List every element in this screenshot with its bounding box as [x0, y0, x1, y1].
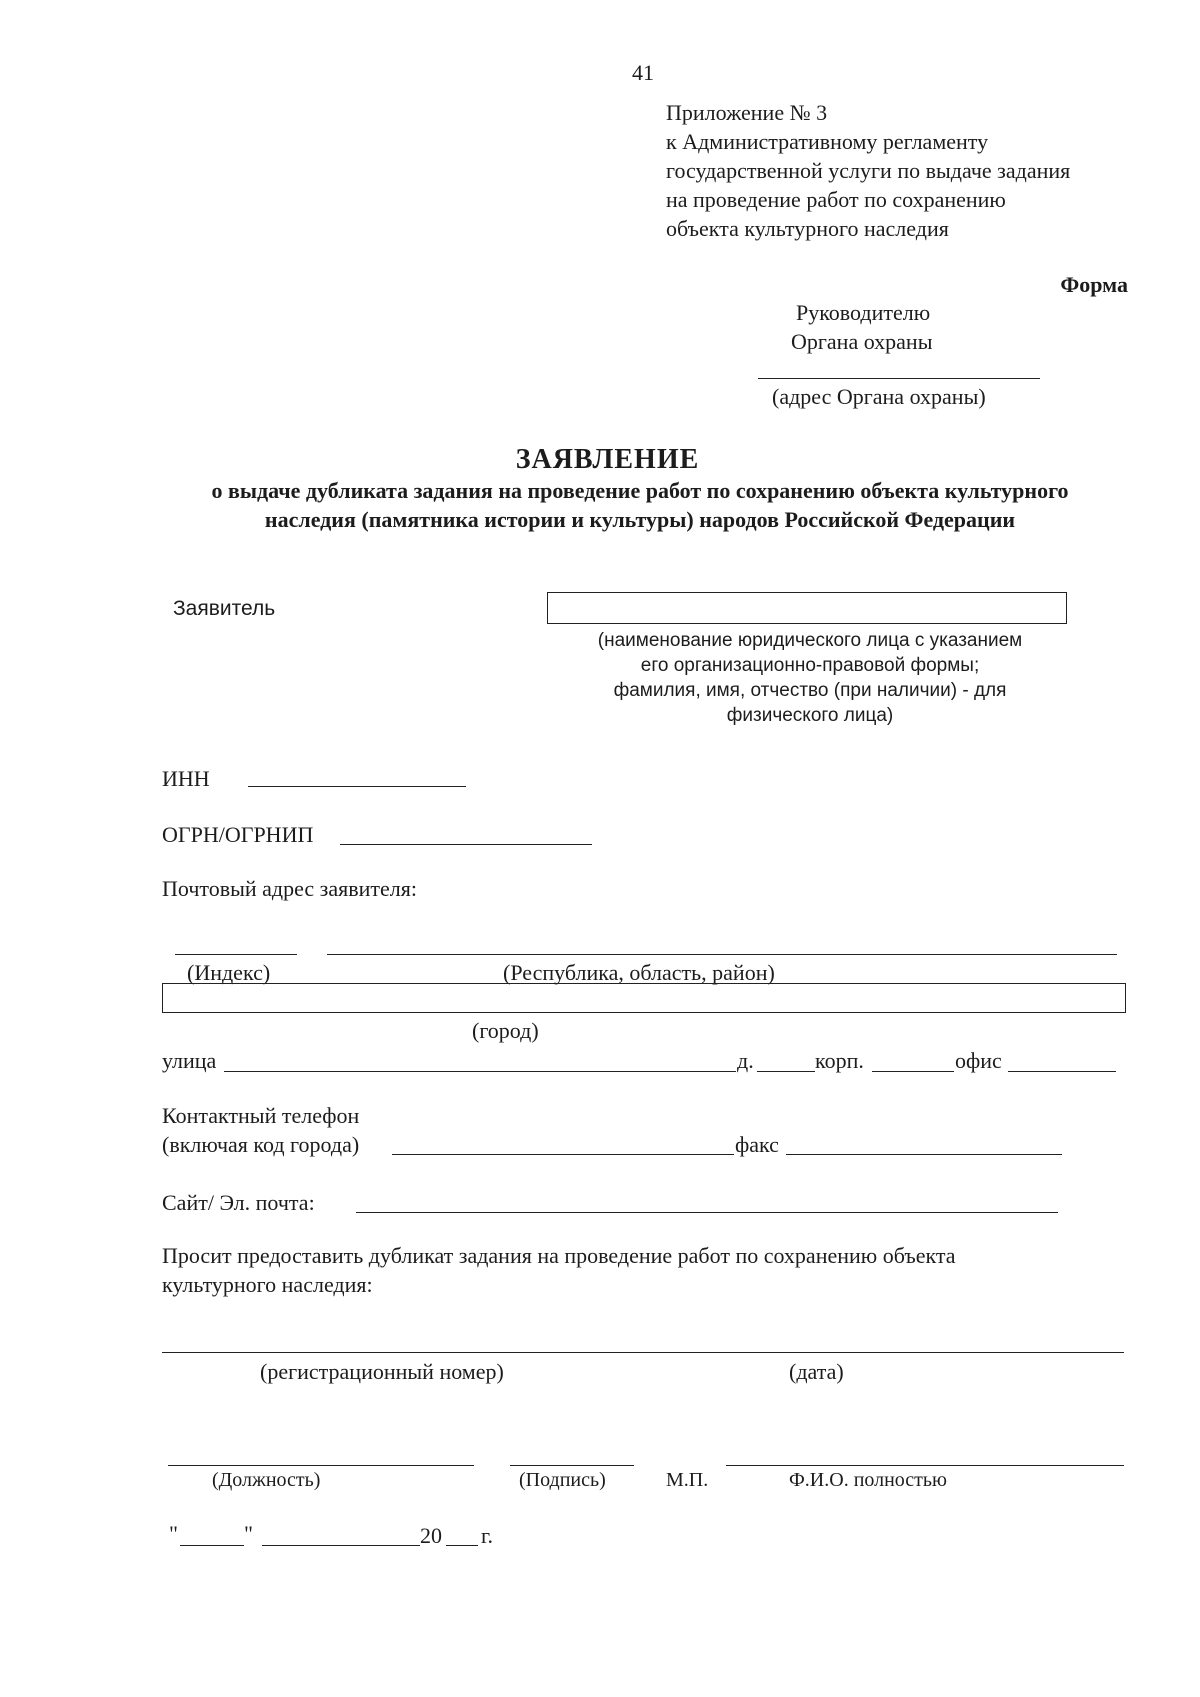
addressee-line: Органа охраны	[791, 329, 933, 354]
city-caption: (город)	[472, 1018, 539, 1043]
applicant-caption: его организационно-правовой формы;	[640, 655, 980, 676]
sign-caption: (Подпись)	[519, 1469, 606, 1491]
house-label: д.	[737, 1048, 754, 1073]
applicant-field[interactable]	[547, 592, 1067, 624]
street-field[interactable]	[224, 1071, 736, 1072]
form-label: Форма	[1060, 272, 1128, 297]
street-label: улица	[162, 1048, 217, 1073]
phone-label-sub: (включая код города)	[162, 1132, 360, 1157]
page-number: 41	[632, 60, 654, 85]
appendix-line: Приложение № 3	[666, 100, 828, 125]
index-caption: (Индекс)	[187, 960, 271, 985]
seal-label: М.П.	[666, 1469, 709, 1491]
applicant-label: Заявитель	[173, 597, 276, 620]
region-caption: (Республика, область, район)	[503, 960, 775, 985]
building-label: корп.	[815, 1048, 864, 1073]
site-field[interactable]	[356, 1212, 1058, 1213]
office-label: офис	[955, 1048, 1002, 1073]
document-subtitle: наследия (памятника истории и культуры) народов Российской Федерации	[264, 507, 1016, 532]
address-caption: (адрес Органа охраны)	[772, 384, 986, 409]
date-month-field[interactable]	[262, 1545, 420, 1546]
postal-region-field[interactable]	[327, 954, 1117, 955]
phone-label: Контактный телефон	[162, 1103, 360, 1128]
house-field[interactable]	[757, 1071, 815, 1072]
date-quote-open: "	[169, 1521, 178, 1546]
document-title: ЗАЯВЛЕНИЕ	[515, 444, 700, 475]
ogrn-field[interactable]	[340, 844, 592, 845]
building-field[interactable]	[872, 1071, 954, 1072]
fax-field[interactable]	[786, 1154, 1062, 1155]
request-reg-date-field[interactable]	[162, 1352, 1124, 1353]
fax-label: факс	[735, 1132, 779, 1157]
addressee-line-field[interactable]	[758, 378, 1040, 379]
postal-city-field[interactable]	[162, 983, 1126, 1013]
date-caption: (дата)	[789, 1359, 844, 1384]
document-subtitle: о выдаче дубликата задания на проведение работ по сохранению объекта культурного	[211, 478, 1069, 503]
position-field[interactable]	[168, 1465, 474, 1466]
postal-label: Почтовый адрес заявителя:	[162, 876, 418, 901]
phone-field[interactable]	[392, 1154, 734, 1155]
request-text: Просит предоставить дубликат задания на проведение работ по сохранению объекта	[162, 1243, 956, 1268]
applicant-caption: (наименование юридического лица с указанием	[597, 630, 1023, 651]
fio-field[interactable]	[726, 1465, 1124, 1466]
inn-label: ИНН	[162, 766, 210, 791]
office-field[interactable]	[1008, 1071, 1116, 1072]
appendix-line: к Административному регламенту	[666, 129, 989, 154]
date-day-field[interactable]	[180, 1545, 244, 1546]
applicant-caption: фамилия, имя, отчество (при наличии) - для	[613, 680, 1007, 701]
appendix-line: на проведение работ по сохранению	[666, 187, 1006, 212]
sign-field[interactable]	[510, 1465, 634, 1466]
postal-index-field[interactable]	[175, 954, 297, 955]
inn-field[interactable]	[248, 786, 466, 787]
applicant-caption: физического лица)	[726, 705, 894, 726]
reg-number-caption: (регистрационный номер)	[260, 1359, 504, 1384]
fio-caption: Ф.И.О. полностью	[789, 1469, 947, 1491]
date-quote-close: "	[244, 1521, 253, 1546]
addressee-line: Руководителю	[796, 300, 931, 325]
position-caption: (Должность)	[212, 1469, 321, 1491]
appendix-line: государственной услуги по выдаче задания	[666, 158, 1071, 183]
ogrn-label: ОГРН/ОГРНИП	[162, 822, 314, 847]
appendix-line: объекта культурного наследия	[666, 216, 949, 241]
request-text: культурного наследия:	[162, 1272, 373, 1297]
date-year-suffix: г.	[481, 1523, 494, 1548]
date-year-field[interactable]	[446, 1545, 478, 1546]
date-year-prefix: 20	[420, 1523, 442, 1548]
site-label: Сайт/ Эл. почта:	[162, 1190, 315, 1215]
